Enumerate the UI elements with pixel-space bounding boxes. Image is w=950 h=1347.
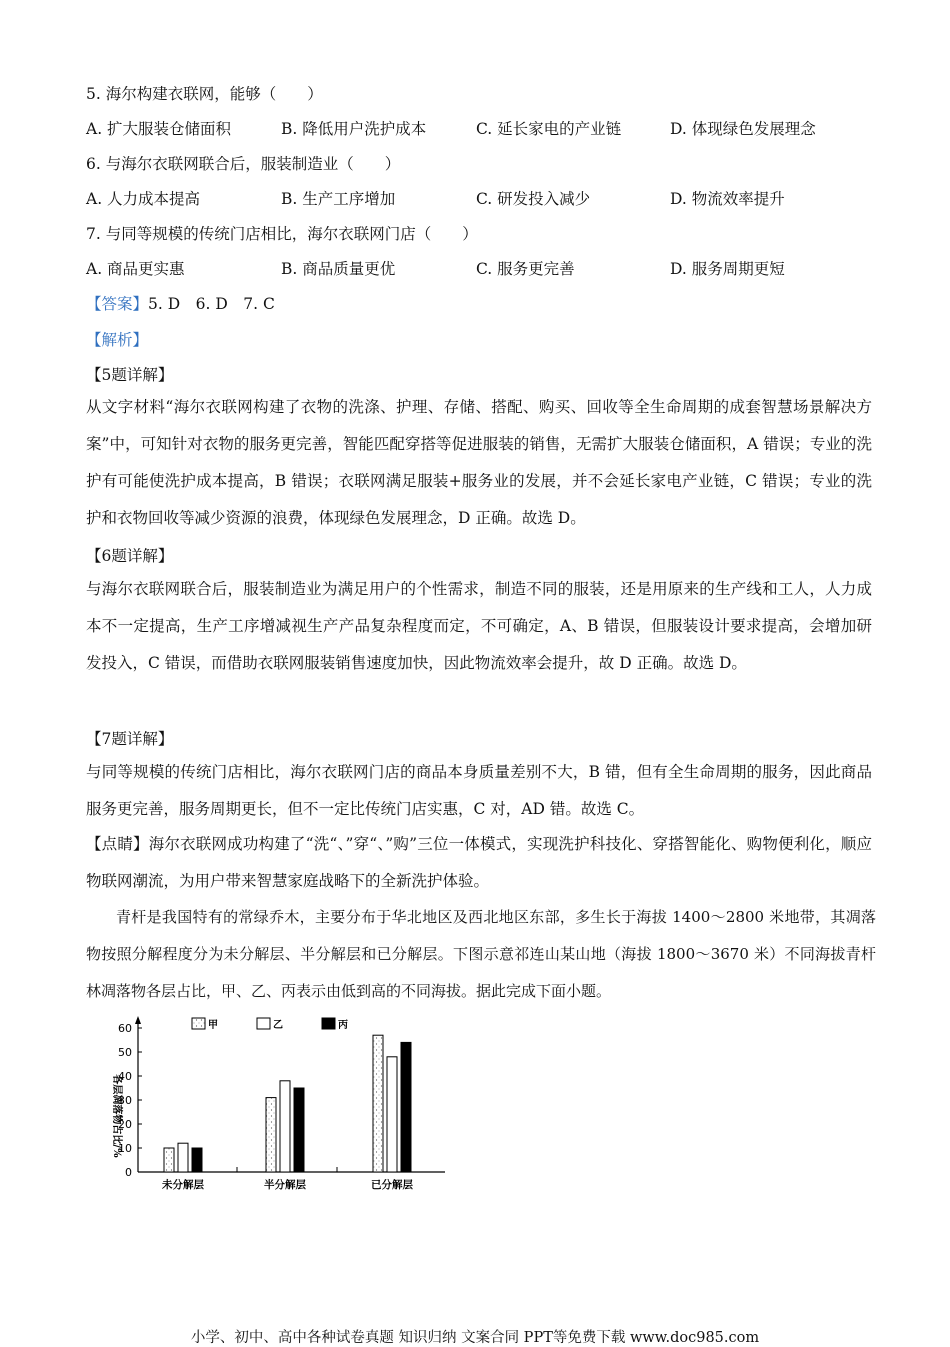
answer-tag: 【答案】 xyxy=(86,295,149,313)
y-tick-label: 30 xyxy=(118,1094,132,1107)
detail-5-title: 【5题详解】 xyxy=(86,366,174,384)
y-tick-label: 60 xyxy=(118,1022,132,1035)
bar-甲-未分解层 xyxy=(164,1148,174,1172)
legend-swatch-丙 xyxy=(322,1018,335,1029)
q6-option-d: D. 物流效率提升 xyxy=(670,190,785,208)
y-axis-label: 各层凋落物占比/% xyxy=(111,1074,122,1158)
bar-甲-半分解层 xyxy=(266,1098,276,1172)
y-axis-arrow xyxy=(135,1016,141,1024)
chart-legend xyxy=(192,1018,348,1031)
legend-swatch-乙 xyxy=(257,1018,270,1029)
point-text: 海尔衣联网成功构建了“洗“、”穿“、”购”三位一体模式，实现洗护科技化、穿搭智能化、购物便利化，顺应物联网潮流，为用户带来智慧家庭战略下的全新洗护体验。 xyxy=(86,835,872,890)
q7-option-a: A. 商品更实惠 xyxy=(86,260,185,278)
y-tick-label: 40 xyxy=(118,1070,132,1083)
answer-text: 5. D 6. D 7. C xyxy=(148,295,275,313)
y-tick-label: 10 xyxy=(118,1142,132,1155)
q7-option-b: B. 商品质量更优 xyxy=(281,260,396,278)
y-tick-label: 20 xyxy=(118,1118,132,1131)
q6-option-c: C. 研发投入减少 xyxy=(476,190,591,208)
detail-7-title: 【7题详解】 xyxy=(86,730,174,748)
legend-label-乙: 乙 xyxy=(273,1020,283,1031)
detail-7-text: 与同等规模的传统门店相比，海尔衣联网门店的商品本身质量差别不大，B 错，但有全生命周期的服务，因此商品服务更完善，服务周期更长，但不一定比传统门店实惠，C 对，AD 错。故选 C。 xyxy=(86,763,872,818)
legend-label-甲: 甲 xyxy=(208,1020,218,1031)
detail-6-title: 【6题详解】 xyxy=(86,547,174,565)
bar-chart xyxy=(100,1012,460,1197)
point-block xyxy=(86,826,872,900)
x-category-label: 已分解层 xyxy=(371,1179,413,1191)
bar-乙-未分解层 xyxy=(178,1143,188,1172)
q6-option-b: B. 生产工序增加 xyxy=(281,190,396,208)
bar-丙-已分解层 xyxy=(401,1042,411,1172)
q5-option-a: A. 扩大服装仓储面积 xyxy=(86,120,232,138)
question-6-stem: 6. 与海尔衣联网联合后，服装制造业（ ） xyxy=(86,155,401,173)
chart-bars xyxy=(164,1035,411,1172)
q6-option-a: A. 人力成本提高 xyxy=(86,190,201,208)
material-text: 青杆是我国特有的常绿乔木，主要分布于华北地区及西北地区东部，多生长于海拔 1400～2800 米地带，其凋落物按照分解程度分为未分解层、半分解层和已分解层。下图示意祁连山某山地（海拔 1800～3670 米）不同海拔青杆林凋落物各层占比，甲、乙、丙表示由低到高的不同海拔。据此完成下面小题。 xyxy=(86,908,876,1000)
y-tick-label: 50 xyxy=(118,1046,132,1059)
detail-6-text: 与海尔衣联网联合后，服装制造业为满足用户的个性需求，制造不同的服装，还是用原来的生产线和工人，人力成本不一定提高，生产工序增减视生产产品复杂程度而定，不可确定，A、B 错误，但服装设计要求提高，会增加研发投入，C 错误，而借助衣联网服装销售速度加快，因此物流效率会提升，故 D 正确。故选 D。 xyxy=(86,580,872,672)
answer-line xyxy=(86,292,275,314)
question-7-stem: 7. 与同等规模的传统门店相比，海尔衣联网门店（ ） xyxy=(86,225,478,243)
x-category-label: 半分解层 xyxy=(264,1179,306,1191)
q5-option-d: D. 体现绿色发展理念 xyxy=(670,120,816,138)
x-category-label: 未分解层 xyxy=(162,1179,204,1191)
q7-option-c: C. 服务更完善 xyxy=(476,260,575,278)
y-tick-label: 0 xyxy=(125,1166,132,1179)
q5-option-c: C. 延长家电的产业链 xyxy=(476,120,622,138)
legend-swatch-甲 xyxy=(192,1018,205,1029)
question-5-stem: 5. 海尔构建衣联网，能够（ ） xyxy=(86,85,323,103)
detail-5-text: 从文字材料“海尔衣联网构建了衣物的洗涤、护理、存储、搭配、购买、回收等全生命周期的成套智慧场景解决方案”中，可知针对衣物的服务更完善，智能匹配穿搭等促进服装的销售，无需扩大服装仓储面积，A 错误；专业的洗护有可能使洗护成本提高，B 错误；衣联网满足服装+服务业的发展，并不会延长家电产业链，C 错误；专业的洗护和衣物回收等减少资源的浪费，体现绿色发展理念，D 正确。故选 D。 xyxy=(86,398,872,527)
legend-label-丙: 丙 xyxy=(338,1020,348,1031)
bar-乙-半分解层 xyxy=(280,1081,290,1172)
bar-丙-半分解层 xyxy=(294,1088,304,1172)
bar-甲-已分解层 xyxy=(373,1035,383,1172)
bar-乙-已分解层 xyxy=(387,1057,397,1172)
bar-丙-未分解层 xyxy=(192,1148,202,1172)
point-tag: 【点睛】 xyxy=(86,835,149,853)
analysis-tag: 【解析】 xyxy=(86,331,149,349)
page-footer: 小学、初中、高中各种试卷真题 知识归纳 文案合同 PPT等免费下载 www.doc985.com xyxy=(190,1330,760,1346)
q5-option-b: B. 降低用户洗护成本 xyxy=(281,120,427,138)
q7-option-d: D. 服务周期更短 xyxy=(670,260,785,278)
